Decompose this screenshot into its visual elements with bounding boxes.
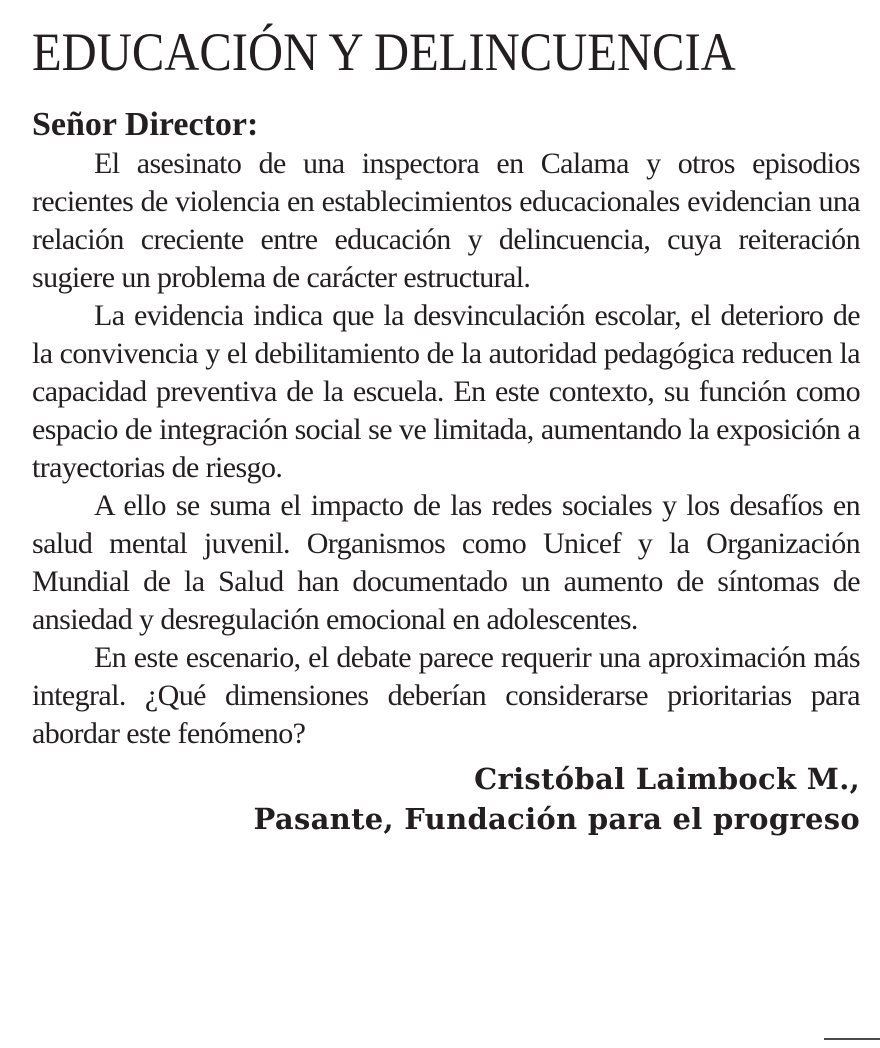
author-role: Pasante, Fundación para el progreso [253,801,860,836]
paragraph: El asesinato de una inspectora en Calama y otros episodios recientes de violencia en establecimientos educacionales evidencian una relación creciente entre educación y delincuencia, cuya reiteración sugiere un problema de carácter estructural. [32,146,860,294]
letter-body [32,145,860,753]
headline: EDUCACIÓN Y DELINCUENCIA [32,22,736,82]
letter-to-editor [32,24,860,839]
paragraph: En este escenario, el debate parece requerir una aproximación más integral. ¿Qué dimensiones deberían considerarse prioritarias para abordar este fenómeno? [32,640,860,750]
divider-rule [824,1038,880,1040]
signature-block [32,759,860,839]
paragraph: La evidencia indica que la desvinculación escolar, el deterioro de la convivencia y el debilitamiento de la autoridad pedagógica reducen la capacidad preventiva de la escuela. En este contexto, su función como espacio de integración social se ve limitada, aumentando la exposición a trayectorias de riesgo. [32,298,860,484]
paragraph: A ello se suma el impacto de las redes sociales y los desafíos en salud mental juvenil. Organismos como Unicef y la Organización Mundial de la Salud han documentado un aumento de síntomas de ansiedad y desregulación emocional en adolescentes. [32,488,860,636]
salutation: Señor Director: [32,105,259,143]
author-name: Cristóbal Laimbock M., [474,761,860,796]
